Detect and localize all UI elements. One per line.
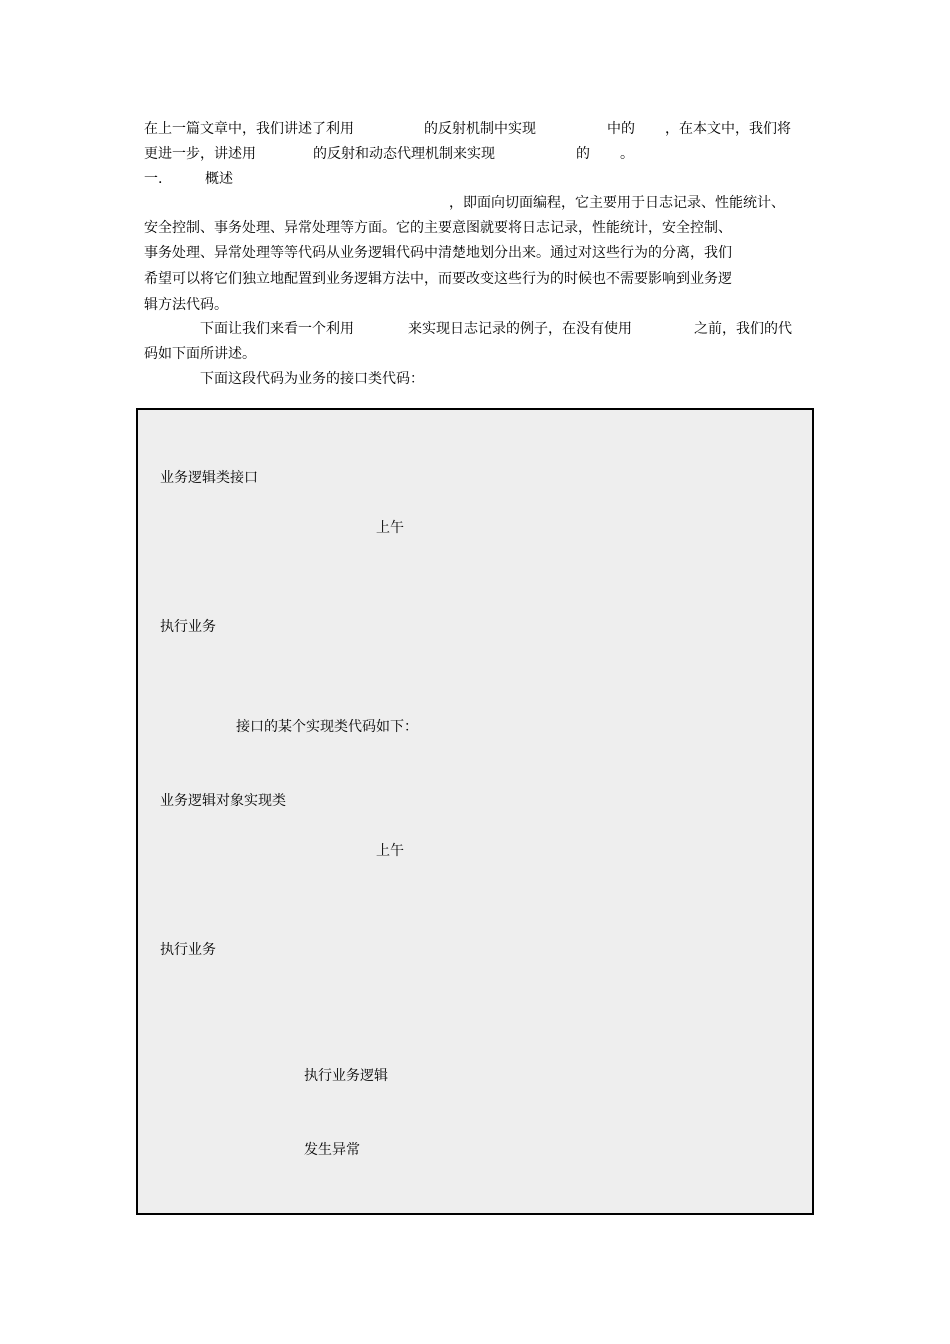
p1-line3: 事务处理、异常处理等等代码从业务逻辑代码中清楚地划分出来。通过对这些行为的分离，我们 — [144, 245, 732, 261]
section-number: 一. — [144, 171, 163, 187]
p3-line: 下面这段代码为业务的接口类代码： — [200, 371, 424, 387]
p2-line1-a: 下面让我们来看一个利用 — [200, 321, 354, 337]
p2-line1-c: 之前，我们的代 — [694, 321, 792, 337]
section-title: 概述 — [205, 171, 233, 187]
p1-line1: ，即面向切面编程，它主要用于日志记录、性能统计、 — [449, 195, 785, 211]
intro-line1-d: ，在本文中，我们将 — [665, 121, 791, 137]
intro-line2-b: 的反射和动态代理机制来实现 — [313, 146, 495, 162]
code-box — [136, 408, 814, 1215]
p2-line1-b: 来实现日志记录的例子，在没有使用 — [408, 321, 632, 337]
intro-line2-a: 更进一步，讲述用 — [144, 146, 256, 162]
code-comment-am-1: 上午 — [376, 520, 404, 536]
p2-line2: 码如下面所讲述。 — [144, 346, 256, 362]
code-note-impl: 接口的某个实现类代码如下： — [236, 719, 418, 735]
intro-line1-c: 中的 — [607, 121, 635, 137]
p1-line4: 希望可以将它们独立地配置到业务逻辑方法中，而要改变这些行为的时候也不需要影响到业务逻 — [144, 271, 732, 287]
code-comment-am-2: 上午 — [376, 843, 404, 859]
code-comment-exec-2: 执行业务 — [160, 942, 216, 958]
code-comment-impl: 业务逻辑对象实现类 — [160, 793, 286, 809]
intro-line2-c: 的 — [576, 146, 590, 162]
p1-line2: 安全控制、事务处理、异常处理等方面。它的主要意图就要将日志记录，性能统计，安全控制、 — [144, 220, 732, 236]
code-comment-logic: 执行业务逻辑 — [304, 1068, 388, 1084]
code-comment-exec-1: 执行业务 — [160, 619, 216, 635]
code-comment-interface: 业务逻辑类接口 — [160, 470, 258, 486]
intro-line1-b: 的反射机制中实现 — [424, 121, 536, 137]
intro-line1-a: 在上一篇文章中，我们讲述了利用 — [144, 121, 354, 137]
code-comment-exception: 发生异常 — [304, 1142, 360, 1158]
p1-line5: 辑方法代码。 — [144, 297, 228, 313]
intro-line2-d: 。 — [620, 146, 634, 162]
